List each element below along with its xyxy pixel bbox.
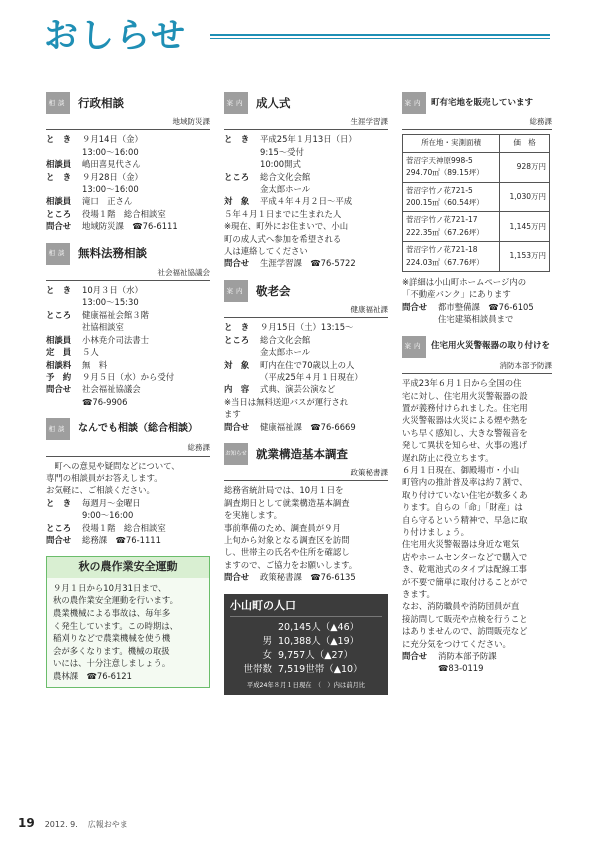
population-row: [230, 649, 382, 663]
issue-date: 2012. 9.: [44, 820, 78, 829]
info-row: [46, 195, 210, 207]
land-location-cell: [403, 182, 500, 212]
text-line: 宅に対し、住宅用火災警報器の設: [402, 390, 528, 401]
info-row: [46, 346, 210, 358]
text-line: いには、十分注意しましょう。: [53, 658, 171, 669]
row-value: 町内在住で70歳以上の人: [260, 359, 355, 370]
column-2: [224, 92, 388, 695]
text-line: 事前準備のため、調査員が９月: [224, 522, 341, 533]
table-header: 価 格: [500, 135, 550, 152]
text-line: 町の成人式へ参加を希望される: [224, 233, 342, 244]
land-location-cell: [403, 242, 500, 272]
text-line: 稲刈りなどで農業機械を使う機: [53, 633, 171, 644]
row-value: 役場１階 総合相談室: [82, 522, 166, 533]
page-number: 19: [18, 816, 35, 830]
land-address: 菅沼字竹ノ花721-18: [406, 245, 478, 255]
row-label: [46, 321, 82, 333]
row-value: 13:00～15:30: [82, 297, 139, 308]
text-line: 取り付けていない住宅が数多くあ: [402, 489, 528, 500]
section-org: 社会福祉協議会: [46, 267, 210, 281]
land-area: 224.03㎡（67.76坪）: [406, 257, 484, 267]
contact-row: [402, 650, 552, 662]
publication-name: 広報おやま: [87, 820, 128, 829]
row-label: ところ: [46, 309, 72, 320]
text-line: 専門の相談員がお答えします。: [46, 472, 163, 483]
row-value: ９月15日（土）13:15～: [260, 322, 354, 333]
row-value: ☎76-9906: [82, 396, 128, 407]
land-price: 1,145万円: [500, 212, 550, 242]
row-label: [224, 183, 260, 195]
table-row: [403, 212, 550, 242]
info-row: [46, 133, 210, 145]
row-label: 相談員: [46, 159, 72, 170]
section-badge: 案内: [402, 336, 426, 358]
section-badge: 案内: [224, 92, 248, 114]
row-label: [224, 158, 260, 170]
land-table: [402, 134, 550, 272]
page-footer: [18, 816, 128, 830]
row-label: 予 約: [46, 371, 72, 382]
row-label: 対 象: [224, 196, 250, 207]
land-area: 294.70㎡（89.15坪）: [406, 168, 484, 178]
section-org: 消防本部予防課: [402, 360, 552, 374]
text-line: ※当日は無料送迎バスが運行され: [224, 396, 349, 407]
info-row: [46, 534, 210, 546]
row-value: （平成25年４月１日現在）: [260, 371, 363, 382]
text-line: ※詳細は小山町ホームページ内の: [402, 277, 527, 288]
text-line: 会が多くなります。機械の取扱: [53, 645, 170, 656]
column-3: [402, 92, 552, 685]
text-line: 秋の農作業安全運動を行います。: [53, 595, 178, 606]
row-label: ところ: [224, 334, 250, 345]
text-line: 自ら守るという精神で、早急に取: [402, 514, 528, 525]
nousagyou-anzen-box: [46, 556, 210, 687]
row-value: ９月28日（金）: [82, 171, 143, 182]
page-title: おしらせ: [44, 16, 187, 56]
population-value: 9,757人（▲27）: [278, 650, 354, 661]
info-row: [46, 321, 210, 333]
row-label: 問合せ: [46, 221, 72, 232]
row-value: 地域防災課 ☎76-6111: [82, 221, 178, 232]
text-line: ります。自らの「命」「財産」は: [402, 502, 523, 513]
info-row: [224, 321, 388, 333]
population-value: 7,519世帯（▲10）: [278, 664, 363, 675]
land-location-cell: [403, 212, 500, 242]
section-badge: お知らせ: [224, 443, 248, 465]
info-row: [224, 133, 388, 145]
info-row: [46, 383, 210, 395]
row-value: 平成25年１月13日（日）: [260, 134, 357, 145]
row-value: 都市整備課 ☎76-6105: [438, 301, 534, 312]
section-org: 生涯学習課: [224, 116, 388, 130]
population-note: 平成24年８月１日現在 （ ）内は前月比: [246, 682, 366, 689]
contact-row: [224, 421, 388, 433]
table-row: [403, 242, 550, 272]
info-row: [46, 296, 210, 308]
row-label: ところ: [46, 522, 72, 533]
text-line: を実施します。: [224, 510, 282, 521]
row-value: 平成４年４月２日～平成: [260, 196, 353, 207]
shugyo-chousa-section: [224, 443, 388, 584]
section-title: 就業構造基本調査: [256, 446, 348, 461]
text-line: く発生しています。この時期は、: [53, 620, 178, 631]
text-line: 農林課 ☎76-6121: [53, 670, 132, 681]
row-value: 総務課 ☎76-1111: [82, 534, 161, 545]
section-title: 町有宅地を販売しています: [431, 97, 534, 108]
title-rule: [210, 38, 550, 39]
row-label: と き: [46, 497, 72, 508]
section-title: 住宅用火災警報器の取り付けを: [431, 341, 551, 352]
info-row: [46, 359, 210, 371]
text-line: し、世帯主の氏名や住所を確認し: [224, 547, 350, 558]
text-line: 町管内の推計普及率は約７割で、: [402, 477, 528, 488]
table-row: [403, 152, 550, 182]
row-label: 対 象: [224, 359, 250, 370]
row-label: と き: [224, 134, 250, 145]
row-label: [46, 183, 82, 195]
info-row: [224, 183, 388, 195]
land-address: 菅沼字竹ノ花721-5: [406, 185, 473, 195]
section-org: 総務課: [402, 116, 552, 130]
row-value: 社会福祉協議会: [82, 384, 141, 395]
text-line: 住宅用火災警報器は身近な電気: [402, 539, 520, 550]
section-org: 健康福祉課: [224, 304, 388, 318]
info-row: [46, 183, 210, 195]
table-row: [403, 182, 550, 212]
section-title: 敬老会: [256, 283, 291, 298]
text-line: 「不動産バンク」にあります: [402, 289, 511, 300]
info-row: [46, 371, 210, 383]
text-line: ※現在、町外にお住まいで、小山: [224, 221, 349, 232]
text-line: 農業機械による事故は、毎年多: [53, 607, 171, 618]
section-badge: 案内: [224, 280, 248, 302]
text-line: 店やホームセンターなどで購入で: [402, 551, 528, 562]
row-value: ５人: [82, 347, 99, 358]
text-line: ます: [224, 409, 241, 420]
info-row: [46, 158, 210, 170]
text-line: き、乾電池式のタイプは配線工事: [402, 564, 527, 575]
row-value: 生涯学習課 ☎76-5722: [260, 258, 356, 269]
row-label: と き: [46, 171, 72, 182]
section-org: 地域防災課: [46, 116, 210, 130]
section-title: なんでも相談（総合相談）: [78, 422, 198, 434]
land-address: 菅沼字天神原998-5: [406, 155, 473, 165]
text-line: 上旬から対象となる調査区を訪問: [224, 534, 350, 545]
contact-row-2: 住宅建築相談員まで: [438, 314, 514, 325]
section-badge: 案内: [402, 92, 426, 114]
row-value: 小林尭介司法書士: [82, 334, 149, 345]
row-value: 13:00～16:00: [82, 184, 139, 195]
row-value: 式典、演芸公演など: [260, 384, 336, 395]
text-line: ますので、ご協力をお願いします。: [224, 559, 358, 570]
houmu-soudan-section: [46, 243, 210, 408]
population-title: 小山町の人口: [230, 600, 382, 617]
section-badge: 相談: [46, 92, 70, 114]
population-label: 女: [262, 650, 272, 661]
info-row: [46, 396, 210, 408]
text-line: 遅れ防止に役立ちます。: [402, 452, 494, 463]
info-row: [224, 371, 388, 383]
row-value: 総合文化会館: [260, 334, 311, 345]
row-value: 消防本部予防課: [438, 651, 497, 662]
land-price: 928万円: [500, 152, 550, 182]
info-row: [46, 497, 210, 509]
row-label: [224, 371, 260, 383]
text-line: が不要で簡単に取付けることがで: [402, 576, 528, 587]
info-row: [46, 208, 210, 220]
contact-row: [402, 301, 552, 313]
row-value: 10月３日（水）: [82, 285, 143, 296]
population-label: 世帯数: [243, 664, 272, 675]
text-line: いち早く感知し、大きな警報音を: [402, 427, 528, 438]
info-row: [224, 346, 388, 358]
land-address: 菅沼字竹ノ花721-17: [406, 215, 478, 225]
row-label: 内 容: [224, 384, 250, 395]
population-row: [230, 621, 382, 635]
section-org: 政策秘書課: [224, 467, 388, 481]
row-label: と き: [46, 134, 72, 145]
row-label: ところ: [224, 171, 250, 182]
text-line: 発して異状を知らせ、火事の逃げ: [402, 440, 528, 451]
row-label: 問合せ: [224, 258, 250, 269]
row-value: 健康福祉会館３階: [82, 309, 149, 320]
info-row: [46, 284, 210, 296]
row-label: と き: [46, 285, 72, 296]
info-row: [46, 509, 210, 521]
row-label: [46, 296, 82, 308]
text-line: 調査期日として就業構造基本調査: [224, 497, 350, 508]
text-line: に充分気をつけてください。: [402, 638, 511, 649]
row-value: 10:00開式: [260, 159, 301, 170]
row-label: 問合せ: [402, 301, 428, 312]
text-line: なお、消防職員や消防団員が直: [402, 601, 520, 612]
info-row: [224, 334, 388, 346]
section-badge: 相談: [46, 418, 70, 440]
population-label: 男: [262, 636, 272, 647]
text-line: はありませんので、訪問販売など: [402, 626, 528, 637]
contact-row: [224, 257, 388, 269]
section-title: 無料法務相談: [78, 246, 147, 261]
row-value: 社協相談室: [82, 322, 124, 333]
info-row: [224, 359, 388, 371]
text-line: 置が義務付けられました。住宅用: [402, 402, 528, 413]
row-label: 相談料: [46, 359, 72, 370]
row-value: ９月５日（水）から受付: [82, 371, 175, 382]
info-row: [46, 220, 210, 232]
row-value: 毎週月～金曜日: [82, 497, 141, 508]
takuchi-hanbai-section: [402, 92, 552, 326]
row-value: 滝口 正さん: [82, 196, 133, 207]
info-row: [46, 334, 210, 346]
seijinshiki-section: [224, 92, 388, 270]
population-value: 10,388人（▲19）: [278, 636, 360, 647]
text-line: り付けましょう。: [402, 526, 469, 537]
text-line: 接訪問して販売や点検を行うこと: [402, 613, 528, 624]
info-row: [46, 522, 210, 534]
row-value: 9:00～16:00: [82, 510, 134, 521]
keirokai-section: [224, 280, 388, 433]
row-label: ところ: [46, 208, 72, 219]
text-line: お気軽に、ご相談ください。: [46, 485, 155, 496]
row-value: 役場１階 総合相談室: [82, 208, 166, 219]
text-line: きます。: [402, 589, 435, 599]
text-line: 火災警報器は火災による煙や熱を: [402, 415, 528, 426]
text-line: 町への意見や疑問などについて、: [54, 460, 180, 471]
info-row: [224, 146, 388, 158]
row-value: 無 料: [82, 359, 108, 370]
text-line: ６月１日現在、御殿場市・小山: [402, 464, 520, 475]
land-area: 222.35㎡（67.26坪）: [406, 227, 484, 237]
row-value: 政策秘書課 ☎76-6135: [260, 572, 356, 583]
row-label: [46, 396, 82, 408]
row-label: と き: [224, 322, 250, 333]
info-row: [224, 158, 388, 170]
row-label: 定 員: [46, 347, 72, 358]
box-title: 秋の農作業安全運動: [47, 557, 209, 577]
info-row: [224, 383, 388, 395]
info-row: [224, 195, 388, 207]
section-title: 行政相談: [78, 95, 124, 110]
title-rule: [210, 34, 550, 36]
column-1: [46, 92, 210, 688]
population-value: 20,145人（▲46）: [278, 622, 360, 633]
row-label: [46, 509, 82, 521]
info-row: [46, 146, 210, 158]
info-row: [46, 309, 210, 321]
population-box: [224, 594, 388, 696]
row-label: 問合せ: [46, 384, 72, 395]
land-price: 1,153万円: [500, 242, 550, 272]
population-row: [230, 635, 382, 649]
population-row: [230, 663, 382, 677]
kasai-keihouki-section: [402, 336, 552, 675]
land-area: 200.15㎡（60.54坪）: [406, 198, 484, 208]
row-value: 総合文化会館: [260, 171, 311, 182]
text-line: 平成23年６月１日から全国の住: [402, 378, 522, 389]
row-label: [46, 146, 82, 158]
section-badge: 相談: [46, 243, 70, 265]
text-line: 総務省統計局では、10月１日を: [224, 485, 344, 496]
section-title: 成人式: [256, 95, 291, 110]
row-label: 相談員: [46, 196, 72, 207]
land-location-cell: [403, 152, 500, 182]
row-value: 健康福祉課 ☎76-6669: [260, 421, 356, 432]
row-label: [224, 346, 260, 358]
contact-row: [224, 571, 388, 583]
row-label: 相談員: [46, 334, 72, 345]
row-label: 問合せ: [402, 651, 428, 662]
row-label: 問合せ: [224, 572, 250, 583]
row-label: 問合せ: [46, 534, 72, 545]
row-value: 13:00～16:00: [82, 146, 139, 157]
table-header: 所在地・実測面積: [403, 135, 500, 152]
land-price: 1,030万円: [500, 182, 550, 212]
info-row: [46, 171, 210, 183]
row-value: 9:15～受付: [260, 146, 304, 157]
info-row: [224, 171, 388, 183]
text-line: ５年４月１日までに生まれた人: [224, 208, 342, 219]
text-line: ９月１日から10月31日まで、: [53, 582, 167, 593]
section-org: 総務課: [46, 442, 210, 456]
row-value: 金太郎ホール: [260, 184, 311, 195]
nandemo-soudan-section: [46, 418, 210, 546]
row-value: 嶋田喜見代さん: [82, 159, 141, 170]
gyosei-soudan-section: [46, 92, 210, 233]
row-label: [224, 146, 260, 158]
row-value: ９月14日（金）: [82, 134, 143, 145]
row-label: 問合せ: [224, 421, 250, 432]
text-line: 人は連絡してください: [224, 246, 308, 257]
contact-row-2: ☎83-0119: [438, 663, 484, 674]
row-value: 金太郎ホール: [260, 347, 311, 358]
